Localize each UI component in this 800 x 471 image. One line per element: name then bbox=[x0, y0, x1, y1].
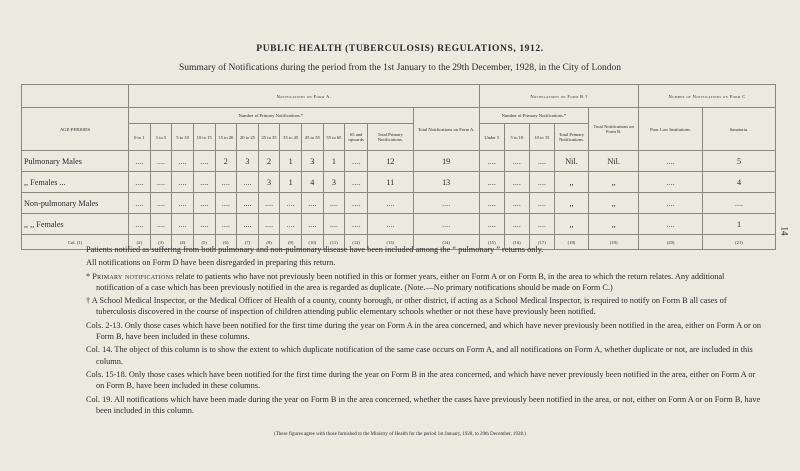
table-cell: .... bbox=[150, 214, 172, 235]
table-cell: .... bbox=[345, 214, 368, 235]
table-cell: .... bbox=[258, 214, 280, 235]
table-cell: 1 bbox=[702, 214, 775, 235]
table-cell: Nil. bbox=[554, 151, 588, 172]
sanatoria-header: Sanatoria. bbox=[702, 108, 775, 151]
table-cell: .... bbox=[504, 193, 529, 214]
notifications-table bbox=[21, 84, 776, 250]
table-cell: .... bbox=[479, 172, 504, 193]
age-col-header: 45 to 55 bbox=[302, 124, 324, 151]
table-cell: .... bbox=[413, 193, 479, 214]
table-cell: 3 bbox=[302, 151, 324, 172]
table-cell: 11 bbox=[368, 172, 414, 193]
column-number: (19) bbox=[589, 235, 639, 250]
table-cell: .... bbox=[150, 172, 172, 193]
column-number: (6) bbox=[215, 235, 237, 250]
table-cell: .... bbox=[258, 193, 280, 214]
notes-section bbox=[86, 244, 762, 418]
table-cell: .... bbox=[302, 193, 324, 214]
table-row bbox=[22, 193, 776, 214]
table-cell: .... bbox=[345, 193, 368, 214]
column-number: (10) bbox=[302, 235, 324, 250]
note-school-text: A School Medical Inspector, or the Medical Officer of Health of a county, county borough, or other district, if acting as a School Medical Inspector, is required to notify on Form B all cases of tuberculosis discovered in the course of inspection of children attending public elementary schools whether or not these have previously been notified. bbox=[91, 296, 727, 317]
table-cell: ,, bbox=[554, 193, 588, 214]
footer-note: (These figures agree with those furnished to the Ministry of Health for the period 1st January, 1928, to 29th December, 1928.) bbox=[274, 432, 526, 437]
table-cell: ,, bbox=[554, 214, 588, 235]
table-cell: .... bbox=[215, 172, 237, 193]
column-number: (4) bbox=[172, 235, 194, 250]
table-cell: .... bbox=[129, 193, 151, 214]
note-col-19: Col. 19. All notifications which have been made during the year on Form B in the area concerned, whether the cases have previously been notified in the area, or not, either on Form A or on Form B, have been included in this column. bbox=[86, 394, 761, 415]
table-cell: 1 bbox=[280, 151, 302, 172]
table-cell: .... bbox=[237, 193, 259, 214]
table-cell: .... bbox=[302, 214, 324, 235]
age-col-header: Total Primary Notifications. bbox=[368, 124, 414, 151]
header-blank bbox=[22, 85, 129, 108]
table-cell: .... bbox=[193, 193, 215, 214]
column-number: (2) bbox=[129, 235, 151, 250]
table-row bbox=[22, 151, 776, 172]
note-pulmonary: Patients notified as suffering from both pulmonary and non-pulmonary disease have been included among the “ pulmonary ” returns only. bbox=[86, 245, 544, 254]
table-cell: .... bbox=[479, 193, 504, 214]
table-cell: .... bbox=[150, 151, 172, 172]
table-cell: .... bbox=[172, 151, 194, 172]
table-cell: 19 bbox=[413, 151, 479, 172]
table-cell: .... bbox=[193, 151, 215, 172]
age-col-header: 15 to 20 bbox=[215, 124, 237, 151]
row-label: Pulmonary Males bbox=[22, 151, 129, 172]
column-number: (13) bbox=[368, 235, 414, 250]
note-col-14: Col. 14. The object of this column is to show the extent to which duplicate notification of the same case occurs on Form A, and all notifications on Form A, whether duplicate or not, are included in this column. bbox=[86, 345, 753, 366]
table-cell: .... bbox=[504, 172, 529, 193]
column-number: (9) bbox=[280, 235, 302, 250]
table-cell: .... bbox=[172, 214, 194, 235]
table-cell: .... bbox=[504, 214, 529, 235]
table-cell: .... bbox=[413, 214, 479, 235]
table-cell: .... bbox=[237, 172, 259, 193]
table-cell: 3 bbox=[258, 172, 280, 193]
total-a-header: Total Notifications on Form A. bbox=[413, 108, 479, 151]
age-b-col-header: 10 to 15 bbox=[529, 124, 554, 151]
table-cell: 3 bbox=[323, 172, 345, 193]
table-cell: .... bbox=[280, 193, 302, 214]
primary-a-header: Number of Primary Notifications.* bbox=[129, 108, 414, 124]
table-cell: ,, bbox=[589, 193, 639, 214]
table-cell: .... bbox=[368, 193, 414, 214]
table-cell: 2 bbox=[258, 151, 280, 172]
table-cell: .... bbox=[529, 172, 554, 193]
table-cell: 13 bbox=[413, 172, 479, 193]
page-number: 14 bbox=[779, 226, 790, 236]
table-cell: .... bbox=[345, 151, 368, 172]
age-col-header: 20 to 25 bbox=[237, 124, 259, 151]
table-cell: .... bbox=[215, 193, 237, 214]
column-number: (16) bbox=[504, 235, 529, 250]
table-cell: .... bbox=[237, 214, 259, 235]
table-cell: ,, bbox=[554, 172, 588, 193]
table-cell: .... bbox=[129, 151, 151, 172]
age-col-header: 55 to 65 bbox=[323, 124, 345, 151]
row-label: Non-pulmonary Males bbox=[22, 193, 129, 214]
age-col-header: 65 and upwards bbox=[345, 124, 368, 151]
note-primary-text: relate to patients who have not previously been notified in this or former years, either on Form A or on Form B, in the area to which the return relates. Any additional notification of a case which has been previously notified in the area is regarded as duplicate. (Note.—No primary notifications should be made on Form C.) bbox=[96, 271, 725, 292]
page-title: PUBLIC HEALTH (TUBERCULOSIS) REGULATIONS, 1912. bbox=[256, 44, 544, 54]
table-cell: .... bbox=[504, 151, 529, 172]
table-cell: ,, bbox=[589, 214, 639, 235]
table-cell: 1 bbox=[323, 151, 345, 172]
table-cell: .... bbox=[639, 193, 703, 214]
column-number: (5) bbox=[193, 235, 215, 250]
table-cell: .... bbox=[479, 214, 504, 235]
table-cell: .... bbox=[323, 214, 345, 235]
table-cell: .... bbox=[345, 172, 368, 193]
age-b-col-header: Total Primary Notifications. bbox=[554, 124, 588, 151]
table-cell: 2 bbox=[215, 151, 237, 172]
total-b-header: Total Notifications on Form B. bbox=[589, 108, 639, 151]
table-body bbox=[22, 151, 776, 235]
note-marker-asterisk: * bbox=[86, 271, 91, 281]
note-school bbox=[86, 295, 762, 318]
note-marker-dagger: † bbox=[86, 296, 91, 306]
column-number: (20) bbox=[639, 235, 703, 250]
table-cell: .... bbox=[172, 172, 194, 193]
table-cell: .... bbox=[529, 193, 554, 214]
group-header-form-a: Notifications on Form A. bbox=[129, 85, 480, 108]
column-number: (21) bbox=[702, 235, 775, 250]
table-cell: .... bbox=[193, 214, 215, 235]
table-row bbox=[22, 214, 776, 235]
column-number: (12) bbox=[345, 235, 368, 250]
table-cell: .... bbox=[639, 214, 703, 235]
column-number: (11) bbox=[323, 235, 345, 250]
age-col-header: 25 to 35 bbox=[258, 124, 280, 151]
table-cell: .... bbox=[150, 193, 172, 214]
column-number: (15) bbox=[479, 235, 504, 250]
column-number: (14) bbox=[413, 235, 479, 250]
group-header-form-c: Number of Notifications on Form C bbox=[639, 85, 776, 108]
group-header-form-b: Notifications on Form B.† bbox=[479, 85, 638, 108]
table-cell: .... bbox=[529, 214, 554, 235]
age-b-col-header: 5 to 10 bbox=[504, 124, 529, 151]
note-primary-heading: Primary notifications bbox=[92, 271, 174, 281]
table-cell: .... bbox=[529, 151, 554, 172]
table-cell: 5 bbox=[702, 151, 775, 172]
table-cell: .... bbox=[280, 214, 302, 235]
table-cell: .... bbox=[639, 151, 703, 172]
age-col-header: 10 to 15 bbox=[193, 124, 215, 151]
table-cell: ,, bbox=[589, 172, 639, 193]
column-number: (7) bbox=[237, 235, 259, 250]
column-number: (17) bbox=[529, 235, 554, 250]
age-col-header: 1 to 5 bbox=[150, 124, 172, 151]
age-b-col-header: Under 5 bbox=[479, 124, 504, 151]
row-label: ,, ,, Females bbox=[22, 214, 129, 235]
age-col-header: 0 to 1 bbox=[129, 124, 151, 151]
note-primary bbox=[86, 271, 762, 294]
primary-b-header: Number of Primary Notifications.* bbox=[479, 108, 588, 124]
table-cell: Nil. bbox=[589, 151, 639, 172]
table-cell: .... bbox=[193, 172, 215, 193]
table-cell: .... bbox=[368, 214, 414, 235]
table-cell: .... bbox=[215, 214, 237, 235]
table-cell: .... bbox=[172, 193, 194, 214]
age-col-header: 5 to 10 bbox=[172, 124, 194, 151]
table-cell: .... bbox=[479, 151, 504, 172]
poor-law-header: Poor Law Institutions. bbox=[639, 108, 703, 151]
table-cell: 3 bbox=[237, 151, 259, 172]
table-cell: .... bbox=[129, 172, 151, 193]
table-cell: .... bbox=[129, 214, 151, 235]
column-number: Col. (1) bbox=[22, 235, 129, 250]
age-col-header: 35 to 45 bbox=[280, 124, 302, 151]
column-number: (18) bbox=[554, 235, 588, 250]
table-row bbox=[22, 172, 776, 193]
note-cols-15-18: Cols. 15-18. Only those cases which have been notified for the first time during the year on Form B in the area concerned, and which have never previously been notified in the area, either on Form A or on Form B, have been included in these columns. bbox=[86, 369, 756, 391]
table-cell: 4 bbox=[302, 172, 324, 193]
note-cols-2-13: Cols. 2-13. Only those cases which have been notified for the first time during the year on Form A in the area concerned, and which have never previously been notified in the area, either on Form A or on Form B, have been included in these columns. bbox=[86, 320, 762, 342]
table-cell: .... bbox=[323, 193, 345, 214]
age-periods-header: AGE-PERIODS bbox=[22, 108, 129, 151]
table-cell: 4 bbox=[702, 172, 775, 193]
table-cell: 1 bbox=[280, 172, 302, 193]
table-cell: 12 bbox=[368, 151, 414, 172]
note-form-d: All notifications on Form D have been disregarded in preparing this return. bbox=[86, 258, 336, 268]
page-subtitle: Summary of Notifications during the period from the 1st January to the 29th December, 1928, in the City of London bbox=[178, 63, 622, 73]
table-cell: .... bbox=[639, 172, 703, 193]
row-label: ,, Females ... bbox=[22, 172, 129, 193]
column-number: (3) bbox=[150, 235, 172, 250]
column-number: (8) bbox=[258, 235, 280, 250]
table-cell: .... bbox=[702, 193, 775, 214]
